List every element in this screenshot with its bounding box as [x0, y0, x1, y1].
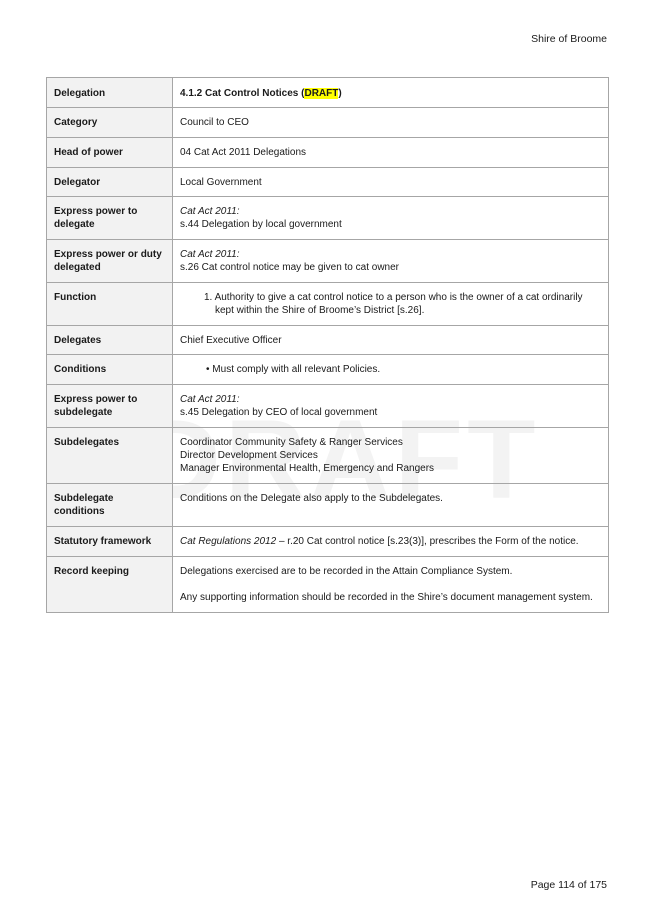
- row-function: [47, 283, 609, 326]
- record-keeping-line: Any supporting information should be recorded in the Shire’s document management system.: [180, 592, 593, 603]
- row-statutory-framework: [47, 527, 609, 557]
- act-name: Cat Act 2011:: [180, 394, 240, 405]
- value-conditions: [173, 355, 609, 385]
- value-express-power-or-duty: [173, 240, 609, 283]
- value-subdelegate-conditions: Conditions on the Delegate also apply to the Subdelegates.: [173, 484, 609, 527]
- value-delegates: Chief Executive Officer: [173, 326, 609, 355]
- label-subdelegate-conditions: Subdelegate conditions: [47, 484, 173, 527]
- label-head-of-power: Head of power: [47, 138, 173, 168]
- row-delegation: [47, 78, 609, 108]
- row-express-power-or-duty: [47, 240, 609, 283]
- delegation-title-close: ): [338, 88, 342, 99]
- value-subdelegates: [173, 428, 609, 484]
- label-express-power-or-duty: Express power or duty delegated: [47, 240, 173, 283]
- label-delegation: Delegation: [47, 78, 173, 108]
- value-category: Council to CEO: [173, 108, 609, 138]
- record-keeping-line: Delegations exercised are to be recorded in the Attain Compliance System.: [180, 566, 513, 577]
- label-subdelegates: Subdelegates: [47, 428, 173, 484]
- row-subdelegate-conditions: [47, 484, 609, 527]
- label-category: Category: [47, 108, 173, 138]
- draft-highlight: DRAFT: [304, 88, 339, 99]
- row-conditions: [47, 355, 609, 385]
- list-item-text: Authority to give a cat control notice to a person who is the owner of a cat ordinarily kept within the Shire of Broome’s District [s.26].: [214, 292, 583, 316]
- value-express-power-subdelegate: [173, 385, 609, 428]
- value-record-keeping: [173, 557, 609, 613]
- label-record-keeping: Record keeping: [47, 557, 173, 613]
- value-function: [173, 283, 609, 326]
- value-head-of-power: 04 Cat Act 2011 Delegations: [173, 138, 609, 168]
- label-delegates: Delegates: [47, 326, 173, 355]
- row-subdelegates: [47, 428, 609, 484]
- row-delegator: [47, 168, 609, 197]
- label-statutory-framework: Statutory framework: [47, 527, 173, 557]
- label-delegator: Delegator: [47, 168, 173, 197]
- bullet-list-item: [180, 363, 601, 376]
- value-statutory-framework: [173, 527, 609, 557]
- label-express-power-subdelegate: Express power to subdelegate: [47, 385, 173, 428]
- delegation-title: 4.1.2 Cat Control Notices (: [180, 88, 305, 99]
- section-text: s.45 Delegation by CEO of local government: [180, 407, 378, 418]
- subdelegate-item: Coordinator Community Safety & Ranger Services: [180, 437, 403, 448]
- act-name: Cat Act 2011:: [180, 206, 240, 217]
- regulations-name: Cat Regulations 2012: [180, 536, 277, 547]
- bullet-icon: •: [206, 364, 210, 375]
- section-text: s.44 Delegation by local government: [180, 219, 342, 230]
- act-name: Cat Act 2011:: [180, 249, 240, 260]
- row-express-power-subdelegate: [47, 385, 609, 428]
- numbered-list-item: [193, 291, 601, 317]
- label-function: Function: [47, 283, 173, 326]
- row-delegates: [47, 326, 609, 355]
- row-express-power-delegate: [47, 197, 609, 240]
- section-text: s.26 Cat control notice may be given to cat owner: [180, 262, 400, 273]
- label-conditions: Conditions: [47, 355, 173, 385]
- regulation-text: – r.20 Cat control notice [s.23(3)], prescribes the Form of the notice.: [276, 536, 579, 547]
- value-express-power-delegate: [173, 197, 609, 240]
- header-organisation: Shire of Broome: [531, 33, 607, 45]
- list-number: 1.: [204, 292, 213, 303]
- value-delegator: Local Government: [173, 168, 609, 197]
- row-category: [47, 108, 609, 138]
- page-number: Page 114 of 175: [530, 879, 607, 891]
- row-record-keeping: [47, 557, 609, 613]
- label-express-power-delegate: Express power to delegate: [47, 197, 173, 240]
- list-item-text: Must comply with all relevant Policies.: [212, 364, 381, 375]
- delegation-table: [46, 77, 609, 613]
- subdelegate-item: Director Development Services: [180, 450, 318, 461]
- subdelegate-item: Manager Environmental Health, Emergency and Rangers: [180, 463, 435, 474]
- value-delegation: [173, 78, 609, 108]
- row-head-of-power: [47, 138, 609, 168]
